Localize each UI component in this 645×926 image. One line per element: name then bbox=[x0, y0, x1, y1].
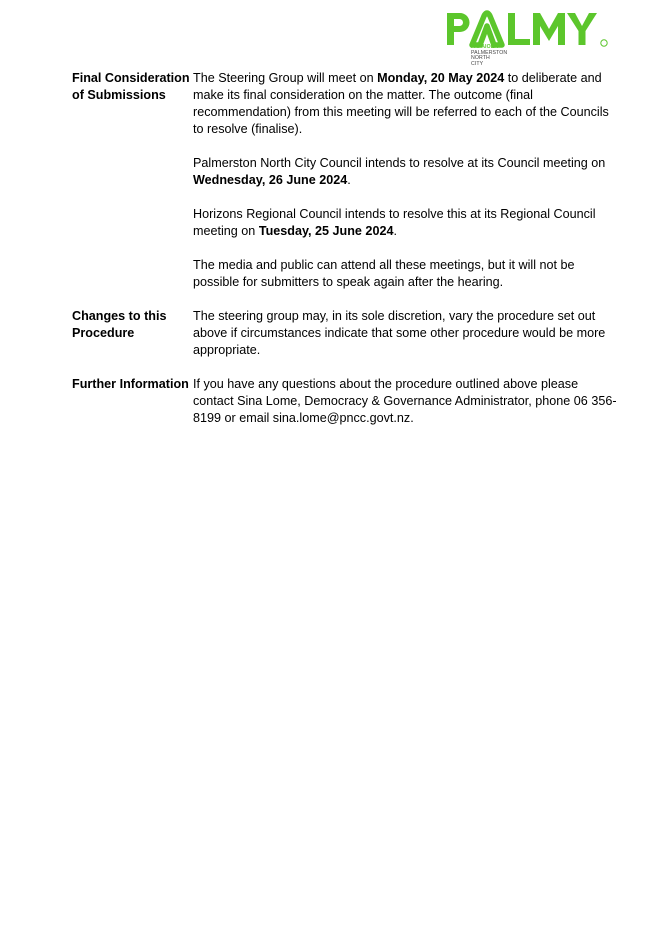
section-body bbox=[193, 308, 617, 359]
logo-sub-line: CITY bbox=[471, 60, 484, 67]
section-label: Changes to this Procedure bbox=[72, 309, 167, 340]
text: Horizons Regional Council intends to resolve this at its Regional Council meeting on bbox=[193, 207, 596, 238]
palmy-logo bbox=[444, 9, 616, 75]
bold-date: Tuesday, 25 June 2024 bbox=[258, 224, 394, 238]
text: The media and public can attend all these meetings, but it will not be possible for submitters to speak again after the hearing. bbox=[193, 258, 575, 289]
document-content bbox=[72, 70, 617, 444]
section-body bbox=[193, 376, 617, 427]
text: to deliberate and make its final consideration on the matter. The outcome (final recommendation) from this meeting will be referred to each of the Councils to resolve (finalise). bbox=[193, 71, 609, 136]
section-label: Further Information bbox=[72, 377, 189, 391]
text: . bbox=[393, 224, 397, 238]
paragraph bbox=[193, 70, 617, 138]
section-body bbox=[193, 70, 617, 291]
text: . bbox=[347, 173, 351, 187]
section-label: Final Consideration of Submissions bbox=[72, 71, 190, 102]
logo-sub-line: NORTH bbox=[471, 55, 490, 62]
text: The Steering Group will meet on bbox=[193, 71, 378, 85]
paragraph bbox=[193, 376, 617, 427]
paragraph bbox=[193, 308, 617, 359]
logo-sub-line: PALMERSTON bbox=[471, 49, 508, 56]
logo-subtitle bbox=[471, 45, 507, 67]
bold-date: Wednesday, 26 June 2024 bbox=[193, 173, 348, 187]
bold-date: Monday, 20 May 2024 bbox=[377, 71, 505, 85]
paragraph bbox=[193, 155, 617, 189]
paragraph bbox=[193, 206, 617, 240]
section-changes-to-procedure bbox=[72, 308, 617, 359]
section-final-consideration bbox=[72, 70, 617, 291]
logo-sub-line: PAPAIOEA bbox=[471, 44, 499, 50]
text: If you have any questions about the procedure outlined above please contact Sina Lome, Democracy & Governance Administrator, phone 06 356-8199 or email sina.lome@pncc.govt.nz. bbox=[193, 377, 617, 425]
text: The steering group may, in its sole discretion, vary the procedure set out above if circumstances indicate that some other procedure would be more appropriate. bbox=[193, 309, 606, 357]
palmy-logo-wordmark bbox=[444, 9, 616, 49]
paragraph bbox=[193, 257, 617, 291]
section-further-information bbox=[72, 376, 617, 427]
text: Palmerston North City Council intends to resolve at its Council meeting on bbox=[193, 156, 606, 170]
